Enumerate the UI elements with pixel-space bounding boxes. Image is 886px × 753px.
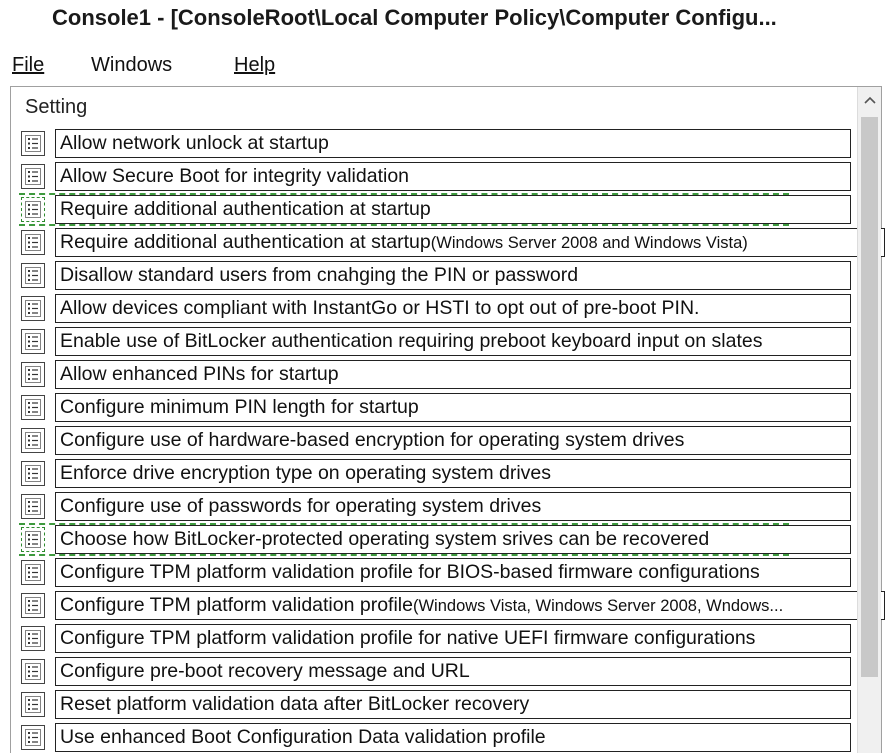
setting-label-text: Configure use of hardware-based encryption for operating system drives (60, 429, 685, 451)
setting-label[interactable] (55, 492, 851, 521)
policy-setting-icon (21, 659, 45, 684)
policy-setting-icon (21, 329, 45, 354)
setting-label[interactable] (55, 294, 851, 323)
list-item[interactable] (11, 457, 857, 490)
setting-label-text: Reset platform validation data after BitLocker recovery (60, 693, 530, 715)
policy-setting-icon (21, 593, 45, 618)
policy-setting-icon (21, 527, 45, 552)
setting-label-text: Configure minimum PIN length for startup (60, 396, 419, 418)
setting-label[interactable] (55, 360, 851, 389)
menu-file-label: File (12, 54, 45, 76)
menu-help-label: Help (234, 54, 276, 76)
policy-setting-icon (21, 560, 45, 585)
policy-setting-icon (21, 494, 45, 519)
policy-setting-icon (21, 230, 45, 255)
setting-label-text: Allow enhanced PINs for startup (60, 363, 339, 385)
policy-setting-icon (21, 263, 45, 288)
setting-label[interactable] (55, 228, 885, 257)
setting-label-text: Allow Secure Boot for integrity validation (60, 165, 410, 187)
setting-label[interactable] (55, 393, 851, 422)
list-item[interactable] (11, 622, 857, 655)
vertical-scrollbar[interactable] (857, 87, 881, 753)
list-item[interactable] (11, 721, 857, 753)
list-item[interactable] (11, 127, 857, 160)
list-item[interactable] (11, 523, 857, 556)
list-item[interactable] (11, 292, 857, 325)
policy-setting-icon (21, 395, 45, 420)
settings-list (11, 127, 857, 753)
list-item[interactable] (11, 490, 857, 523)
setting-label-text: Configure TPM platform validation profile for BIOS-based firmware configurations (60, 561, 760, 583)
list-item[interactable] (11, 688, 857, 721)
policy-setting-icon (21, 197, 45, 222)
setting-label[interactable] (55, 459, 851, 488)
list-item[interactable] (11, 226, 857, 259)
setting-label-text: Enable use of BitLocker authentication requiring preboot keyboard input on slates (60, 330, 763, 352)
policy-setting-icon (21, 725, 45, 750)
menu-file[interactable] (12, 52, 44, 78)
chevron-up-icon[interactable] (858, 87, 881, 113)
setting-label-text: Enforce drive encryption type on operating system drives (60, 462, 551, 484)
setting-label[interactable] (55, 525, 851, 554)
list-item[interactable] (11, 655, 857, 688)
setting-label-text: Disallow standard users from cnahging the PIN or password (60, 264, 579, 286)
setting-label[interactable] (55, 657, 851, 686)
setting-label[interactable] (55, 558, 851, 587)
policy-setting-icon (21, 131, 45, 156)
column-header-setting[interactable]: Setting (25, 96, 88, 118)
setting-label[interactable] (55, 195, 851, 224)
setting-label-text: Allow devices compliant with InstantGo or HSTI to opt out of pre-boot PIN. (60, 297, 700, 319)
setting-label-text: Configure TPM platform validation profile (60, 594, 413, 616)
settings-list-pane (10, 86, 882, 753)
policy-setting-icon (21, 296, 45, 321)
policy-setting-icon (21, 626, 45, 651)
window-title: Console1 - [ConsoleRoot\Local Computer Policy\Computer Configu... (0, 0, 886, 38)
menu-help[interactable] (234, 52, 275, 78)
setting-label[interactable] (55, 162, 851, 191)
setting-label[interactable] (55, 624, 851, 653)
setting-label[interactable] (55, 426, 851, 455)
list-item[interactable] (11, 358, 857, 391)
setting-label-text: Configure pre-boot recovery message and URL (60, 660, 470, 682)
setting-label-text: Allow network unlock at startup (60, 132, 329, 154)
list-item[interactable] (11, 424, 857, 457)
list-item[interactable] (11, 391, 857, 424)
menu-windows[interactable]: Windows (91, 54, 173, 76)
list-item[interactable] (11, 193, 857, 226)
setting-label-text: Require additional authentication at startup (60, 198, 431, 220)
policy-setting-icon (21, 362, 45, 387)
policy-setting-icon (21, 164, 45, 189)
setting-label-text: Require additional authentication at startup (60, 231, 431, 253)
list-item[interactable] (11, 589, 857, 622)
setting-label-qualifier: (Windows Server 2008 and Windows Vista) (430, 234, 748, 252)
setting-label-qualifier: (Windows Vista, Windows Server 2008, Wndows... (412, 597, 784, 615)
setting-label-text: Use enhanced Boot Configuration Data validation profile (60, 726, 546, 748)
setting-label[interactable] (55, 327, 851, 356)
policy-setting-icon (21, 692, 45, 717)
scrollbar-thumb[interactable] (861, 117, 878, 677)
setting-label-text: Configure use of passwords for operating system drives (60, 495, 542, 517)
list-item[interactable] (11, 160, 857, 193)
setting-label[interactable] (55, 690, 851, 719)
setting-label[interactable] (55, 129, 851, 158)
list-item[interactable] (11, 556, 857, 589)
setting-label[interactable] (55, 261, 851, 290)
policy-setting-icon (21, 461, 45, 486)
setting-label[interactable] (55, 723, 851, 752)
list-item[interactable] (11, 325, 857, 358)
policy-setting-icon (21, 428, 45, 453)
setting-label-text: Choose how BitLocker-protected operating system srives can be recovered (60, 528, 710, 550)
setting-label-text: Configure TPM platform validation profile for native UEFI firmware configurations (60, 627, 756, 649)
menu-bar (0, 48, 886, 82)
setting-label[interactable] (55, 591, 885, 620)
list-item[interactable] (11, 259, 857, 292)
